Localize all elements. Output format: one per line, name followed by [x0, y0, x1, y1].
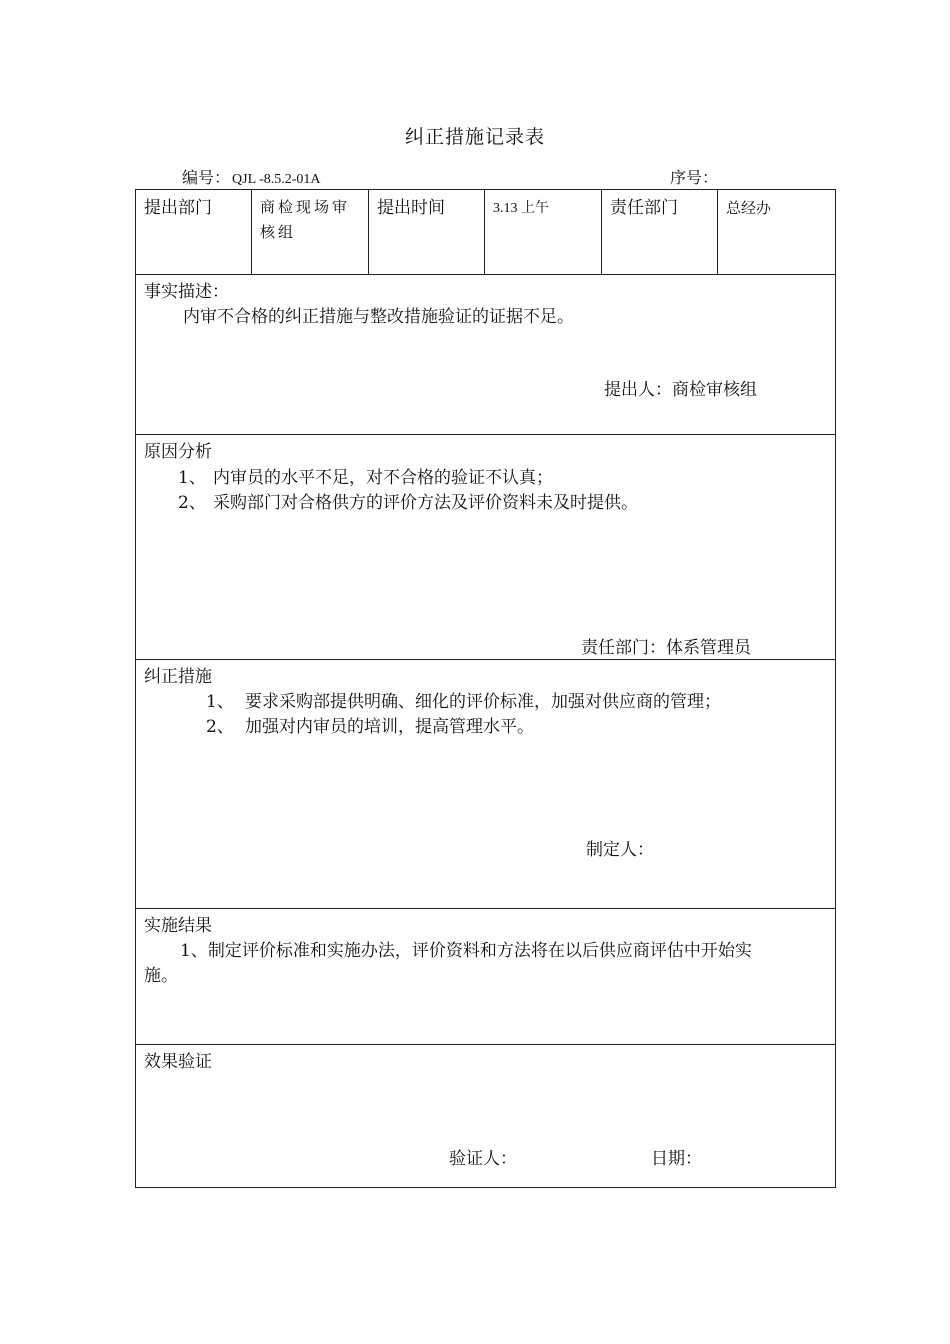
page-title: 纠正措施记录表 — [404, 126, 545, 148]
facts-label: 事实描述： — [144, 282, 229, 302]
verify-section — [136, 1045, 836, 1188]
dept-value: 商检现场审核组 — [260, 198, 351, 241]
dept-label: 提出部门 — [144, 198, 212, 218]
measures-item-1-num: 1、 — [206, 692, 234, 712]
verify-label: 效果验证 — [144, 1052, 212, 1072]
measures-item-1-text: 要求采购部提供明确、细化的评价标准，加强对供应商的管理； — [245, 692, 721, 712]
cause-item-1-text: 内审员的水平不足，对不合格的验证不认真； — [213, 468, 553, 488]
verify-row — [136, 1045, 836, 1188]
verifier-label: 验证人： — [449, 1149, 517, 1169]
result-line-1: 1、制定评价标准和实施办法，评价资料和方法将在以后供应商评估中开始实 — [180, 941, 752, 961]
date-label: 日期： — [651, 1149, 702, 1169]
resp-label-cell — [602, 190, 718, 275]
time-label-cell — [369, 190, 485, 275]
resp-value: 总经办 — [726, 199, 772, 217]
cause-item-2-num: 2、 — [178, 493, 206, 513]
measures-item-2-num: 2、 — [206, 717, 234, 737]
cause-signer: 责任部门：体系管理员 — [581, 638, 751, 658]
facts-signer: 提出人：商检审核组 — [604, 380, 757, 400]
result-line-2: 施。 — [144, 966, 178, 986]
measures-signer: 制定人： — [586, 840, 654, 860]
form-code — [182, 165, 321, 188]
cause-item-1-num: 1、 — [178, 468, 206, 488]
facts-row — [136, 275, 836, 435]
sequence-label: 序号： — [670, 168, 719, 187]
resp-value-cell — [718, 190, 836, 275]
resp-label: 责任部门 — [610, 198, 678, 218]
cause-item-2-text: 采购部门对合格供方的评价方法及评价资料未及时提供。 — [213, 493, 638, 513]
time-value-cell — [485, 190, 602, 275]
header-row — [136, 190, 836, 275]
measures-label: 纠正措施 — [144, 667, 212, 687]
corrective-action-form — [135, 189, 836, 1188]
time-label: 提出时间 — [377, 198, 445, 218]
result-section — [136, 909, 836, 1045]
cause-row — [136, 435, 836, 660]
cause-section — [136, 435, 836, 660]
cause-label: 原因分析 — [144, 442, 212, 462]
measures-row — [136, 660, 836, 909]
dept-label-cell — [136, 190, 252, 275]
result-row — [136, 909, 836, 1045]
dept-value-cell — [252, 190, 369, 275]
measures-item-2-text: 加强对内审员的培训，提高管理水平。 — [245, 717, 534, 737]
measures-section — [136, 660, 836, 909]
facts-text: 内审不合格的纠正措施与整改措施验证的证据不足。 — [183, 307, 574, 327]
result-label: 实施结果 — [144, 916, 212, 936]
form-code-value: QJL -8.5.2-01A — [232, 172, 321, 187]
time-value: 3.13 上午 — [493, 201, 549, 216]
form-code-label: 编号： — [182, 168, 231, 187]
facts-section — [136, 275, 836, 435]
